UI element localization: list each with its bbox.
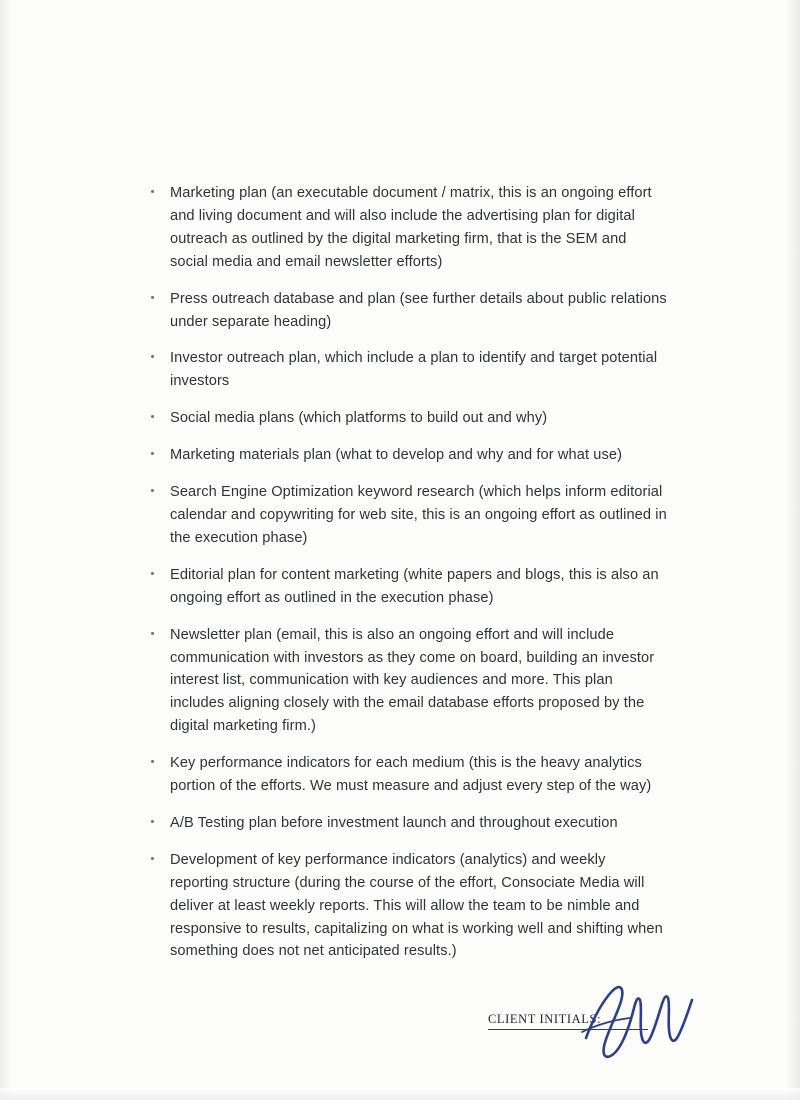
bullet-dot-icon: [151, 489, 154, 492]
list-item-text: Social media plans (which platforms to build out and why): [170, 410, 548, 427]
list-item: [148, 812, 668, 835]
list-item-text: Search Engine Optimization keyword research (which helps inform editorial calendar and copywriting for web site, this is an ongoing effort as outlined in the execution phase): [170, 484, 667, 546]
list-item: [148, 564, 668, 610]
client-initials-label: CLIENT INITIALS:: [488, 1012, 602, 1026]
list-item-text: Press outreach database and plan (see further details about public relations under separate heading): [170, 290, 667, 330]
list-item: [148, 624, 668, 739]
list-item-text: Development of key performance indicators (analytics) and weekly reporting structure (during the course of the effort, Consociate Media will deliver at least weekly reports. This will allow the team to be nimble and responsive to results, capitalizing on what is working well and shifting when something does not net anticipated results.): [170, 851, 663, 960]
signature-block: [148, 1000, 668, 1070]
bullet-dot-icon: [151, 632, 154, 635]
list-item-text: Newsletter plan (email, this is also an ongoing effort and will include communication with investors as they come on board, building an investor interest list, communication with key audiences and more. This plan includes aligning closely with the email database efforts proposed by the digital marketing firm.): [170, 626, 655, 735]
scan-edge-right: [784, 0, 800, 1100]
bullet-dot-icon: [151, 190, 154, 193]
list-item: [148, 752, 668, 798]
list-item-text: Marketing materials plan (what to develop and why and for what use): [170, 447, 623, 464]
bullet-dot-icon: [151, 452, 154, 455]
list-item: [148, 444, 668, 467]
scan-edge-bottom: [0, 1088, 800, 1100]
bullet-dot-icon: [151, 415, 154, 418]
list-item-text: Investor outreach plan, which include a plan to identify and target potential investors: [170, 350, 658, 390]
list-item: [148, 407, 668, 430]
initials-signature-line: [488, 1029, 648, 1030]
document-body: [148, 182, 668, 977]
scan-edge-left: [0, 0, 14, 1100]
list-item: [148, 849, 668, 964]
list-item: [148, 481, 668, 550]
bullet-dot-icon: [151, 296, 154, 299]
bullet-dot-icon: [151, 572, 154, 575]
list-item-text: A/B Testing plan before investment launch and throughout execution: [170, 814, 618, 831]
bullet-dot-icon: [151, 820, 154, 823]
list-item-text: Marketing plan (an executable document / matrix, this is an ongoing effort and living document and will also include the advertising plan for digital outreach as outlined by the digital marketing firm, that is the SEM and social media and email newsletter efforts): [170, 185, 652, 270]
list-item-text: Editorial plan for content marketing (white papers and blogs, this is also an ongoing effort as outlined in the execution phase): [170, 566, 659, 606]
bullet-list: [148, 182, 668, 963]
list-item: [148, 182, 668, 274]
bullet-dot-icon: [151, 857, 154, 860]
list-item-text: Key performance indicators for each medium (this is the heavy analytics portion of the efforts. We must measure and adjust every step of the way): [170, 755, 652, 795]
bullet-dot-icon: [151, 760, 154, 763]
list-item: [148, 288, 668, 334]
bullet-dot-icon: [151, 355, 154, 358]
list-item: [148, 347, 668, 393]
